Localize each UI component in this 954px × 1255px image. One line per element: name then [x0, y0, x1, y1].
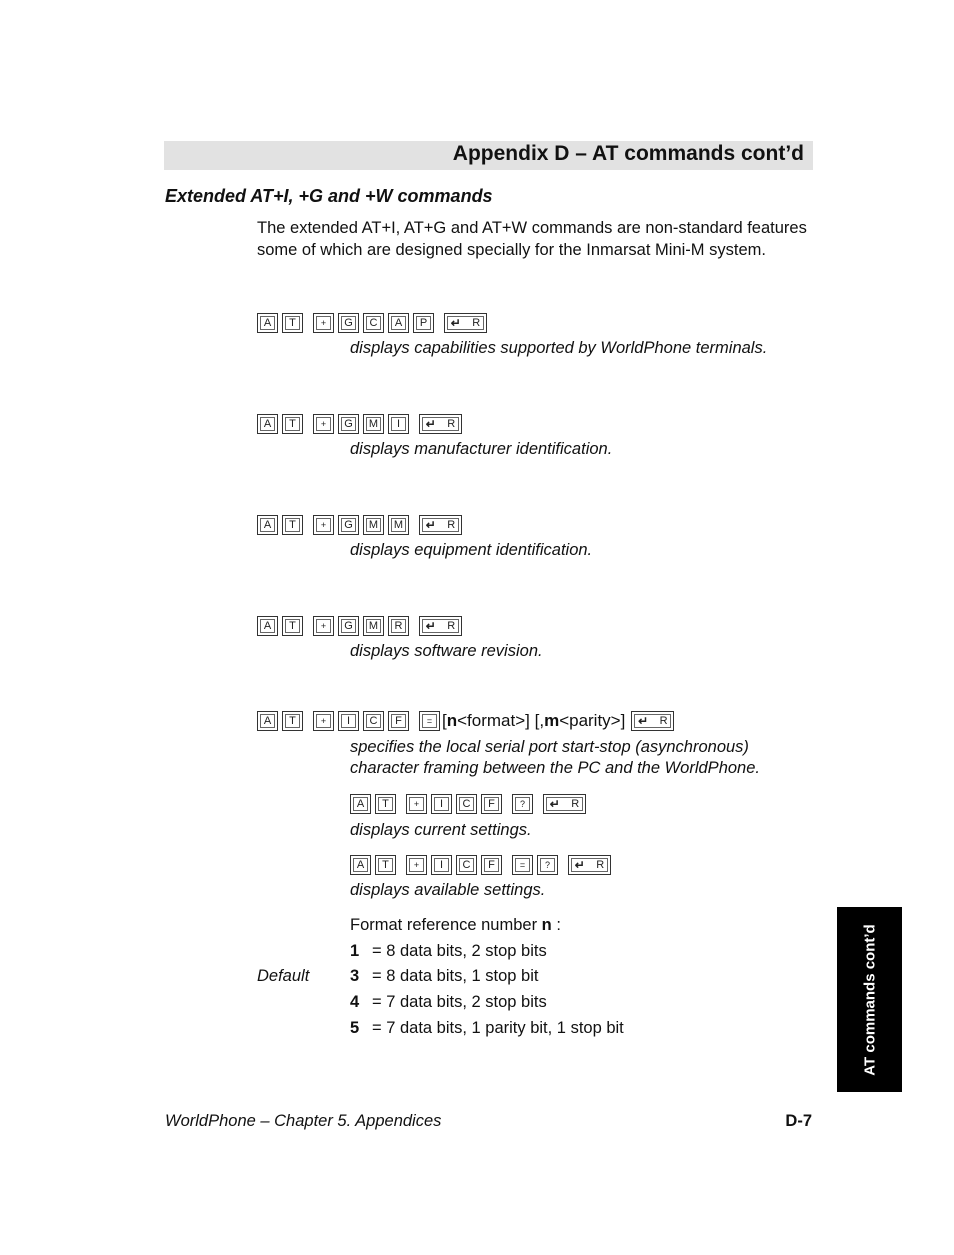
- command-keys: [257, 413, 466, 435]
- key: +: [406, 794, 427, 814]
- icf-command-keys: [257, 710, 678, 732]
- icf-query-available-description: displays available settings.: [350, 881, 546, 899]
- side-tab: [837, 907, 902, 1092]
- enter-key: ↵ R: [568, 855, 611, 875]
- key: A: [350, 794, 371, 814]
- key: T: [282, 414, 303, 434]
- key: M: [388, 515, 409, 535]
- key: C: [363, 711, 384, 731]
- enter-key: ↵ R: [419, 515, 462, 535]
- key: C: [363, 313, 384, 333]
- enter-key: ↵ R: [631, 711, 674, 731]
- format-reference-label: Format reference number n :: [350, 916, 561, 934]
- key: +: [313, 616, 334, 636]
- key: T: [282, 313, 303, 333]
- format-number: 1: [350, 942, 360, 960]
- key: C: [456, 855, 477, 875]
- command-description: displays equipment identification.: [350, 541, 593, 559]
- default-label: Default: [257, 967, 310, 985]
- footer-chapter: WorldPhone – Chapter 5. Appendices: [165, 1112, 442, 1130]
- format-number: 4: [350, 993, 360, 1011]
- key: C: [456, 794, 477, 814]
- key: M: [363, 616, 384, 636]
- key: P: [413, 313, 434, 333]
- key: ?: [537, 855, 558, 875]
- page-title: Appendix D – AT commands cont’d: [452, 142, 804, 165]
- icf-description-line2: character framing between the PC and the WorldPhone.: [350, 759, 760, 777]
- icf-description-line1: specifies the local serial port start-stop (asynchronous): [350, 738, 749, 756]
- key: F: [481, 794, 502, 814]
- key: =: [512, 855, 533, 875]
- key: A: [257, 711, 278, 731]
- icf-query-available-keys: [350, 854, 615, 876]
- enter-arrow-icon: ↵: [638, 714, 649, 728]
- enter-key: ↵ R: [444, 313, 487, 333]
- key: +: [313, 414, 334, 434]
- key: T: [375, 855, 396, 875]
- key: F: [388, 711, 409, 731]
- key: I: [431, 855, 452, 875]
- command-description: displays manufacturer identification.: [350, 440, 613, 458]
- key: I: [338, 711, 359, 731]
- enter-key: ↵ R: [419, 616, 462, 636]
- enter-key: ↵ R: [543, 794, 586, 814]
- key: R: [388, 616, 409, 636]
- command-description: displays capabilities supported by WorldPhone terminals.: [350, 339, 768, 357]
- key: M: [363, 414, 384, 434]
- key: A: [257, 515, 278, 535]
- key: F: [481, 855, 502, 875]
- key: G: [338, 313, 359, 333]
- key: M: [363, 515, 384, 535]
- command-description: displays software revision.: [350, 642, 543, 660]
- enter-arrow-icon: ↵: [574, 858, 585, 872]
- format-description: = 8 data bits, 1 stop bit: [372, 967, 539, 985]
- key: G: [338, 515, 359, 535]
- icf-params: [n<format>] [,m<parity>]: [442, 711, 626, 730]
- format-number: 3: [350, 967, 360, 985]
- key: +: [313, 711, 334, 731]
- enter-arrow-icon: ↵: [425, 417, 436, 431]
- key: A: [388, 313, 409, 333]
- command-keys: [257, 514, 466, 536]
- key: T: [282, 711, 303, 731]
- key: I: [388, 414, 409, 434]
- icf-query-current-description: displays current settings.: [350, 821, 532, 839]
- enter-arrow-icon: ↵: [425, 518, 436, 532]
- key: =: [419, 711, 440, 731]
- key: A: [350, 855, 371, 875]
- intro-paragraph: The extended AT+I, AT+G and AT+W commands are non-standard features some of which are designed specially for the Inmarsat Mini-M system.: [257, 219, 807, 259]
- key: A: [257, 414, 278, 434]
- format-description: = 7 data bits, 2 stop bits: [372, 993, 547, 1011]
- section-title: Extended AT+I, +G and +W commands: [165, 186, 493, 206]
- key: +: [313, 515, 334, 535]
- enter-arrow-icon: ↵: [549, 797, 560, 811]
- key: +: [313, 313, 334, 333]
- key: A: [257, 313, 278, 333]
- side-tab-label: AT commands cont’d: [861, 923, 878, 1076]
- format-number: 5: [350, 1019, 360, 1037]
- command-keys: [257, 615, 466, 637]
- enter-arrow-icon: ↵: [425, 619, 436, 633]
- enter-key: ↵ R: [419, 414, 462, 434]
- icf-query-current-keys: [350, 793, 590, 815]
- key: G: [338, 616, 359, 636]
- key: T: [375, 794, 396, 814]
- footer-page-number: D-7: [785, 1112, 812, 1130]
- key: A: [257, 616, 278, 636]
- format-description: = 8 data bits, 2 stop bits: [372, 942, 547, 960]
- key: G: [338, 414, 359, 434]
- command-keys: [257, 312, 491, 334]
- format-description: = 7 data bits, 1 parity bit, 1 stop bit: [372, 1019, 624, 1037]
- key: I: [431, 794, 452, 814]
- enter-arrow-icon: ↵: [450, 316, 461, 330]
- key: T: [282, 616, 303, 636]
- key: T: [282, 515, 303, 535]
- key: ?: [512, 794, 533, 814]
- key: +: [406, 855, 427, 875]
